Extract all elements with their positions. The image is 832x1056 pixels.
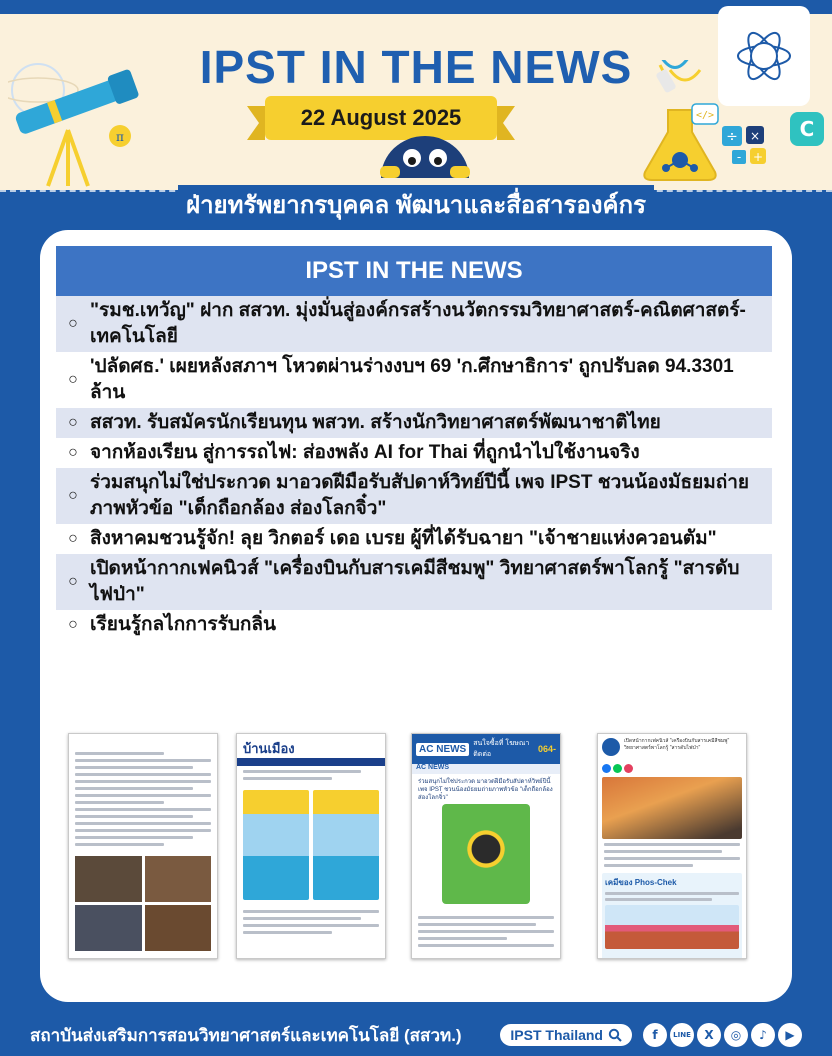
avatar [602,738,620,756]
news-item[interactable] [56,408,772,438]
article-headline: เปิดหน้ากากเฟคนิวส์ "เครื่องบินกับสารเคมีสีชมพู" วิทยาศาสตร์พาโลกรู้ "สารดับไฟป่า" [624,738,730,751]
photo-grid [69,902,217,954]
phos-chek-title: เคมีของ Phos-Chek [605,878,677,887]
news-item[interactable] [56,438,772,468]
news-headline[interactable]: ร่วมสนุกไม่ใช่ประกวด มาอวดฝีมือรับสัปดาห์วิทย์ปีนี้ เพจ IPST ชวนน้องมัธยมถ่ายภาพหัวข้อ "เด็กถือกล้อง ส่องโลกจิ๋ว" [90,472,750,519]
poster-image [243,790,309,900]
photo-grid [69,856,217,902]
social-handle-label: IPST Thailand [510,1027,603,1043]
bullet-icon: ○ [68,530,78,547]
news-item[interactable] [56,296,772,352]
ipst-logo-icon [734,19,794,93]
social-handle[interactable] [500,1024,632,1046]
ac-news-tagline: สนใจซื้อที่ โฆษณาติดต่อ [473,740,530,758]
svg-text:</>: </> [695,110,715,121]
news-headline[interactable]: "รมช.เทวัญ" ฝาก สสวท. มุ่งมั่นสู่องค์กรสร้างนวัตกรรมวิทยาศาสตร์-คณิตศาสตร์-เทคโนโลยี [90,300,746,347]
news-headline[interactable]: เปิดหน้ากากเฟคนิวส์ "เครื่องบินกับสารเคมีสีชมพู" วิทยาศาสตร์พาโลกรู้ "สารดับไฟป่า" [90,558,740,605]
news-item[interactable] [56,554,772,610]
line-icon[interactable]: LINE [670,1023,694,1047]
ac-news-masthead: AC NEWS สนใจซื้อที่ โฆษณาติดต่อ 064- [412,734,560,764]
ac-news-headline: ร่วมสนุกไม่ใช่ประกวด มาอวดฝีมือรับสัปดาห์วิทย์ปีนี้ เพจ IPST ชวนน้องมัธยมถ่ายภาพหัวข้อ "เด็กถือกล้อง ส่องโลกจิ๋ว" [418,779,553,801]
photo [145,856,212,902]
clipping-thumbnail-4[interactable] [597,733,747,959]
bullet-icon: ○ [68,371,78,388]
news-list [56,296,772,640]
news-clippings [68,733,768,959]
x-icon[interactable]: X [697,1023,721,1047]
facebook-icon [602,764,611,773]
footer [0,1014,832,1056]
department-bar [0,172,832,232]
phos-chek-box [602,873,742,959]
news-headline[interactable]: 'ปลัดศธ.' เผยหลังสภาฯ โหวตผ่านร่างงบฯ 69 'ก.ศึกษาธิการ' ถูกปรับลด 94.3301 ล้าน [90,356,734,403]
ac-news-phone: 064- [537,744,556,754]
poster-image [313,790,379,900]
photo [145,905,212,951]
photo [75,856,142,902]
svg-text:π: π [116,130,124,144]
ac-news-subbar: AC NEWS [412,764,560,774]
poster-pair [237,784,385,906]
news-item[interactable] [56,610,772,640]
news-headline[interactable]: สิงหาคมชวนรู้จัก! ลุย วิกตอร์ เดอ เบรย ผู้ที่ได้รับฉายา "เจ้าชายแห่งควอนตัม" [90,528,717,549]
bullet-icon: ○ [68,487,78,504]
facebook-icon[interactable]: f [643,1023,667,1047]
news-card [40,230,792,1002]
svg-text:-: - [736,150,742,164]
peeking-character-icon [380,128,470,178]
tiktok-icon[interactable]: ♪ [751,1023,775,1047]
top-stripe [0,0,832,14]
news-heading: IPST IN THE NEWS [56,246,772,296]
svg-text:C: C [799,117,815,141]
bullet-icon: ○ [68,414,78,431]
news-headline[interactable]: สสวท. รับสมัครนักเรียนทุน พสวท. สร้างนักวิทยาศาสตร์พัฒนาชาติไทย [90,412,661,433]
news-item[interactable] [56,352,772,408]
bullet-icon: ○ [68,444,78,461]
camera-poster-image [442,804,530,904]
svg-text:÷: ÷ [726,129,738,145]
youtube-icon[interactable]: ▶ [778,1023,802,1047]
bullet-icon: ○ [68,616,78,633]
news-headline[interactable]: เรียนรู้กลไกการรับกลิ่น [90,614,277,635]
airplane-image [605,905,739,949]
social-share-row [598,764,746,773]
header-banner [0,0,832,190]
instagram-icon[interactable]: ◎ [724,1023,748,1047]
clipping-thumbnail-1[interactable] [68,733,218,959]
share-icon [624,764,633,773]
article-header [598,734,746,764]
bullet-icon: ○ [68,315,78,332]
news-item[interactable] [56,468,772,524]
search-icon [608,1028,622,1042]
clipping-thumbnail-3[interactable] [411,733,561,959]
wildfire-image [602,777,742,839]
footer-organization: สถาบันส่งเสริมการสอนวิทยาศาสตร์และเทคโนโลยี (สสวท.) [30,1025,462,1045]
line-icon [613,764,622,773]
bullet-icon: ○ [68,573,78,590]
page-title: IPST IN THE NEWS [199,41,633,93]
newspaper-masthead: บ้านเมือง [237,734,385,758]
department-name: ฝ่ายทรัพยากรบุคคล พัฒนาและสื่อสารองค์กร [178,185,654,224]
news-headline[interactable]: จากห้องเรียน สู่การรถไฟ: ส่องพลัง AI for Thai ที่ถูกนำไปใช้งานจริง [90,442,640,463]
svg-text:×: × [749,129,761,143]
news-item[interactable] [56,524,772,554]
svg-text:+: + [752,150,764,164]
clipping-thumbnail-2[interactable] [236,733,386,959]
ipst-logo [718,6,810,106]
news-date: 22 August 2025 [300,105,462,130]
photo [75,905,142,951]
